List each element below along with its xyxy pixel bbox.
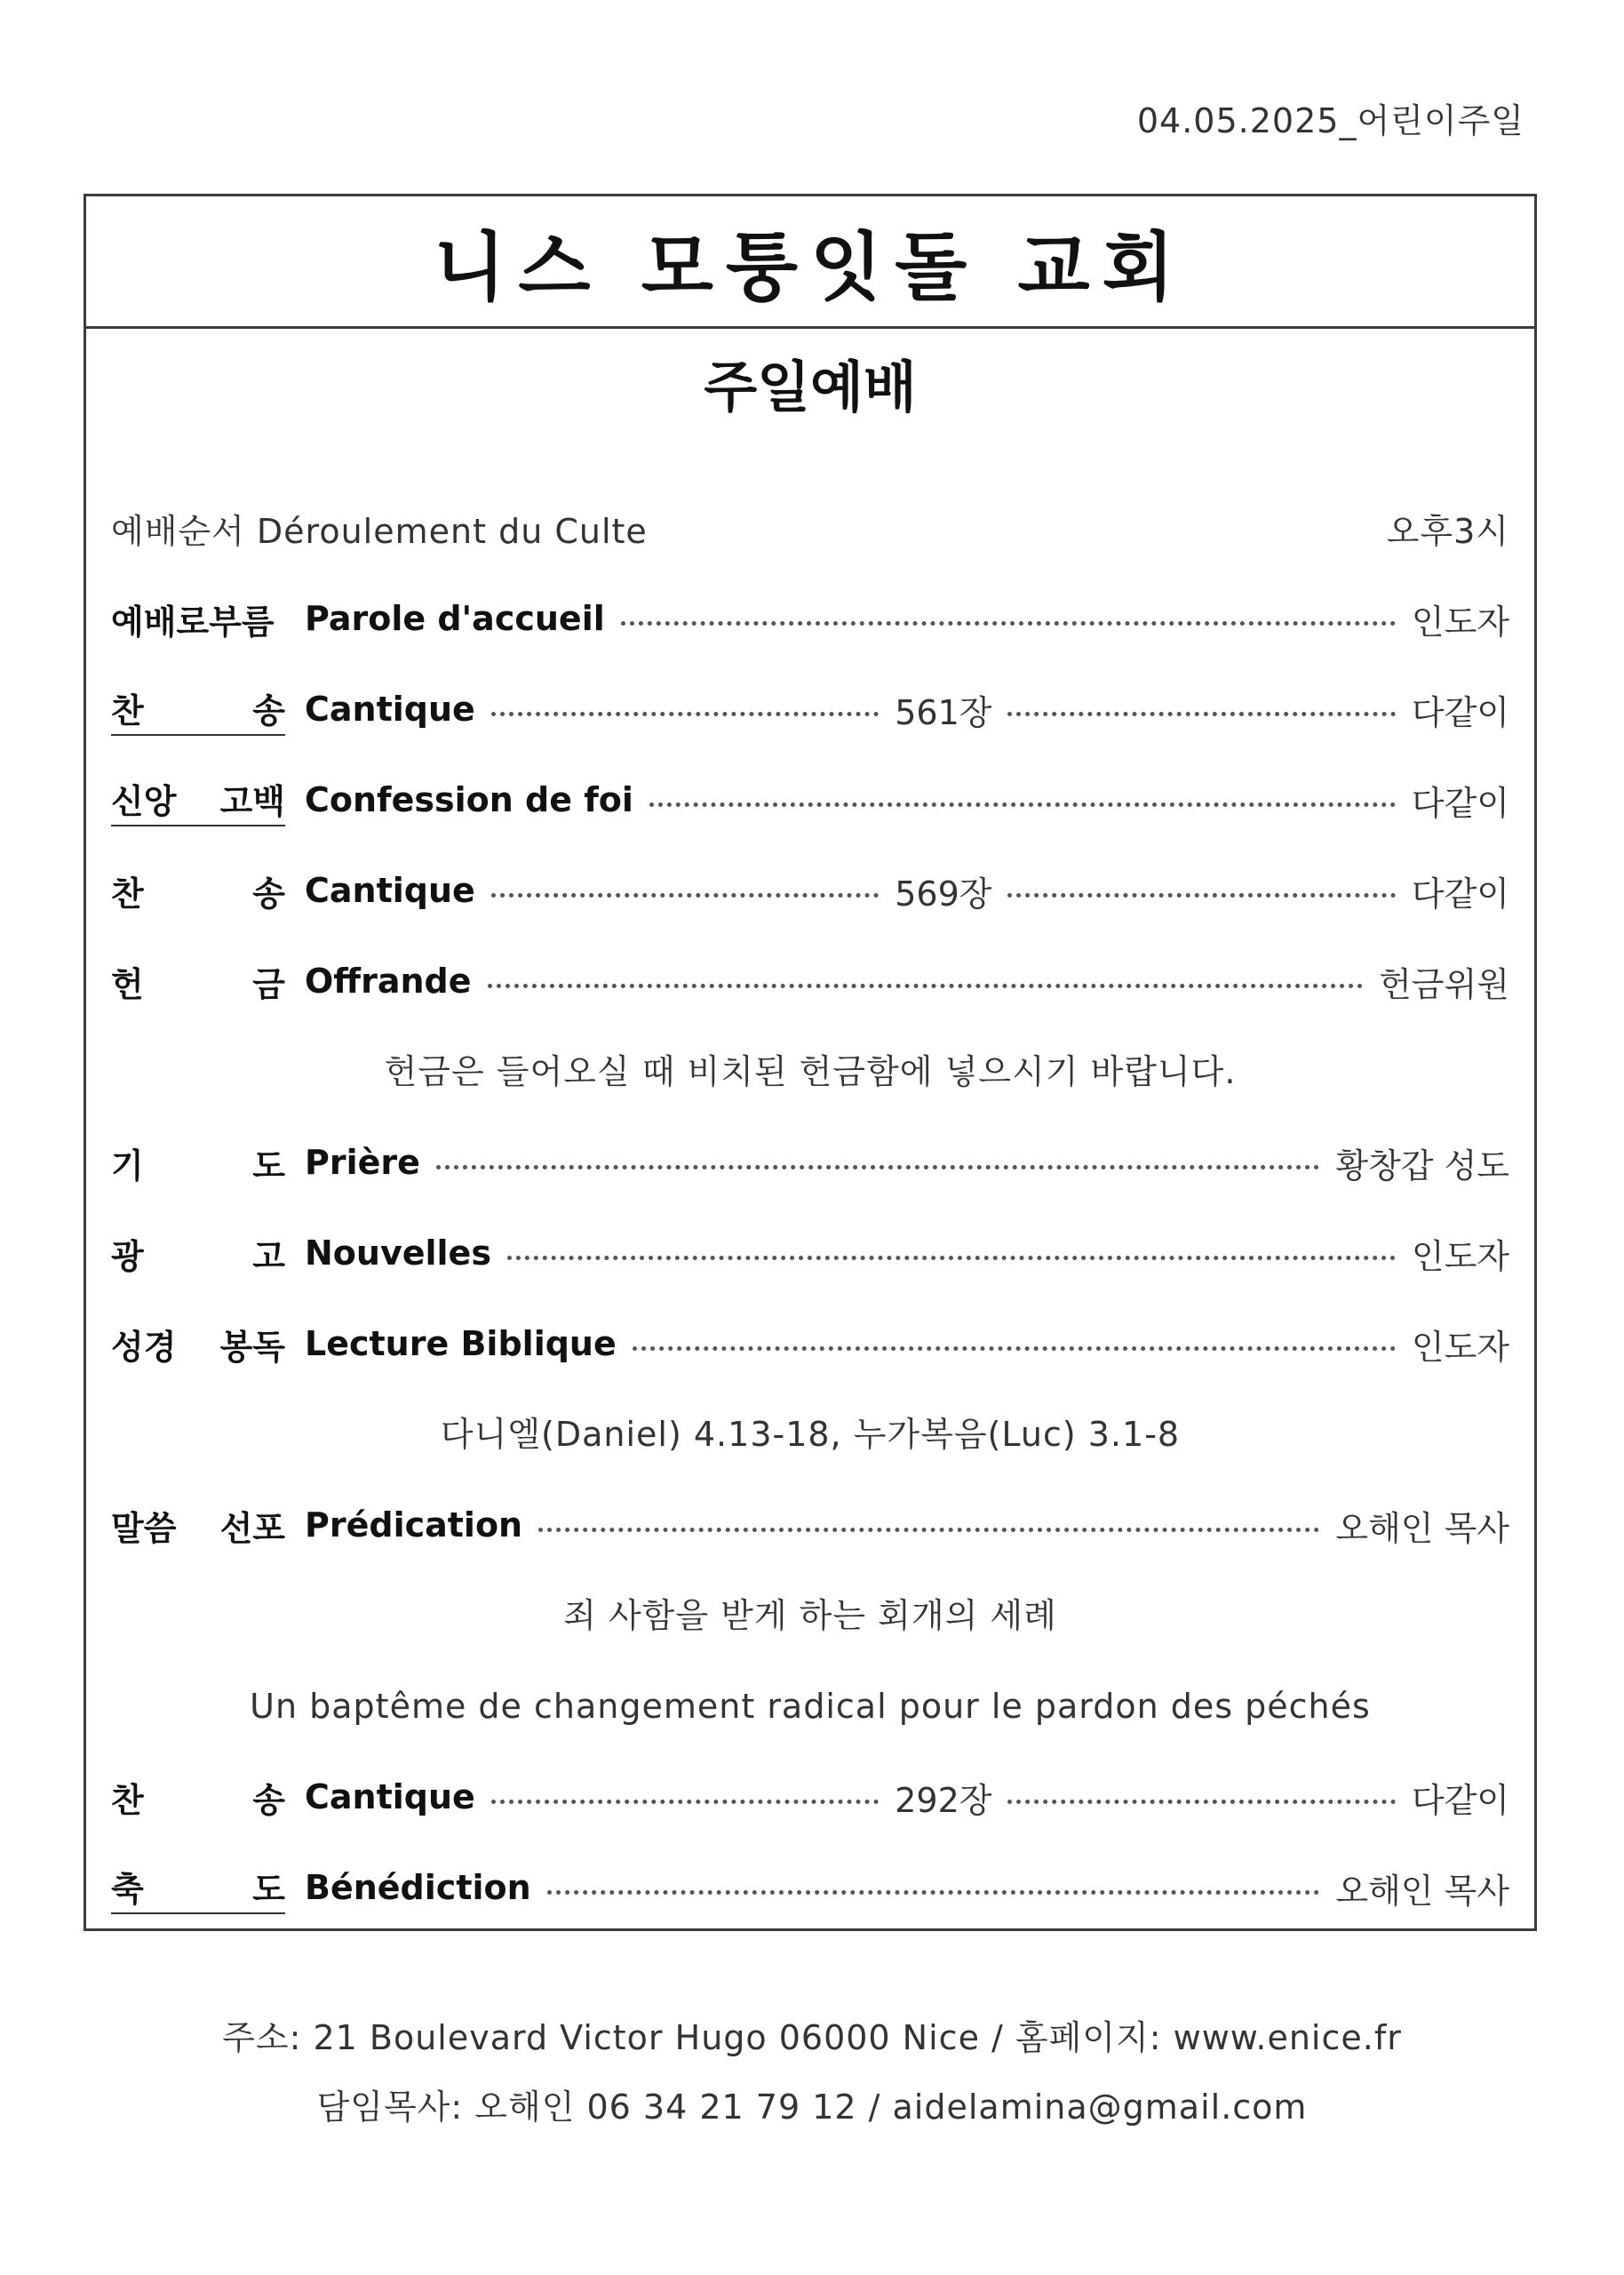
order-item-french: Parole d'accueil [305,599,605,638]
hymn-number: 292장 [895,1780,992,1820]
order-item-french: Nouvelles [305,1233,491,1273]
order-note: 헌금은 들어오실 때 비치된 헌금함에 넣으시기 바랍니다. [384,1052,1237,1091]
order-item-korean-left: 헌 [111,964,144,1004]
order-header-time: 오후3시 [1386,511,1509,551]
order-row [111,1480,1509,1570]
footer-contact: 담임목사: 오해인 06 34 21 79 12 / aidelamina@gmail.com [316,2087,1308,2127]
dot-leader [491,712,879,716]
dot-leader [633,1346,1396,1351]
order-item-french: Bénédiction [305,1868,531,1907]
dot-leader [649,802,1396,807]
order-row [111,1298,1509,1389]
order-item-french: Prière [305,1143,420,1182]
footer-address: 주소: 21 Boulevard Victor Hugo 06000 Nice / 홈페이지: www.enice.fr [222,2018,1402,2057]
order-item-leader: 다같이 [1411,874,1509,914]
order-note: Un baptême de changement radical pour le pardon des péchés [250,1687,1371,1726]
order-item-korean-right: 고백 [219,781,285,821]
dot-leader [1007,893,1395,898]
bulletin-frame [84,194,1537,1931]
order-item-korean [111,1773,285,1822]
dot-leader [491,1800,879,1804]
order-note: 다니엘(Daniel) 4.13-18, 누가복음(Luc) 3.1-8 [440,1415,1181,1454]
order-item-korean-left: 축 [111,1869,144,1909]
dot-leader [507,1256,1396,1260]
order-row [111,1842,1509,1933]
order-row [111,936,1509,1026]
order-row [111,845,1509,936]
order-item-french: Cantique [305,690,475,729]
order-list [111,573,1509,1933]
dot-leader [547,1890,1320,1895]
order-item-korean-left: 찬 [111,1780,144,1820]
order-item-korean-right: 봉독 [219,1327,285,1367]
order-header [111,483,1509,573]
order-item-korean [111,1138,285,1187]
order-item-korean-right: 도 [252,1145,285,1185]
order-item-korean-right: 송 [252,874,285,914]
order-row [111,754,1509,845]
order-item-korean-left: 찬 [111,874,144,914]
order-item-korean [111,595,285,643]
order-item-korean [111,866,285,915]
order-item-korean-right: 도 [252,1869,285,1909]
order-item-leader: 오해인 목사 [1335,1871,1509,1911]
order-item-korean [111,683,285,736]
order-item-french: Lecture Biblique [305,1324,617,1363]
dot-leader [621,621,1396,626]
order-row [111,1752,1509,1842]
order-item-french: Prédication [305,1505,523,1545]
order-item-korean-right: 금 [252,964,285,1004]
date-tag: 04.05.2025_어린이주일 [1136,101,1524,140]
order-item-french: Confession de foi [305,780,633,819]
dot-leader [538,1528,1319,1532]
order-item-leader: 인도자 [1411,1327,1509,1367]
order-item-french: Cantique [305,1777,475,1816]
order-item-leader: 다같이 [1411,1780,1509,1820]
order-note: 죄 사함을 받게 하는 회개의 세례 [563,1596,1057,1635]
order-row [111,664,1509,754]
order-item-korean [111,1229,285,1278]
dot-leader [1007,1800,1395,1804]
order-item-leader: 인도자 [1411,602,1509,642]
order-item-korean-right: 고 [252,1236,285,1276]
order-item-korean-right: 선포 [219,1508,285,1548]
dot-leader [1007,712,1395,716]
order-row [111,573,1509,664]
order-item-korean-left: 말씀 [111,1508,177,1548]
order-item-korean-left: 예배로부름 [111,602,275,642]
order-item-leader: 다같이 [1411,692,1509,732]
order-item-leader: 다같이 [1411,783,1509,823]
order-item-korean-left: 찬 [111,690,144,730]
dot-leader [436,1165,1319,1169]
hymn-number: 561장 [895,692,992,732]
order-item-korean [111,774,285,826]
order-item-leader: 오해인 목사 [1335,1508,1509,1548]
order-item-french: Offrande [305,962,472,1001]
order-header-label: 예배순서 Déroulement du Culte [111,511,648,551]
dot-leader [491,893,879,898]
service-title: 주일예배 [704,355,917,419]
order-item-korean [111,1320,285,1369]
order-item-korean [111,957,285,1006]
church-name: 니스 모퉁잇돌 교회 [86,196,1534,329]
order-item-korean-left: 기 [111,1145,144,1185]
order-item-korean [111,1862,285,1914]
order-item-leader: 황창갑 성도 [1335,1145,1509,1185]
order-row [111,1208,1509,1298]
order-item-korean-left: 성경 [111,1327,177,1367]
order-item-korean-right: 송 [252,690,285,730]
order-item-korean-left: 신앙 [111,781,177,821]
order-item-leader: 헌금위원 [1379,964,1509,1004]
order-row [111,1117,1509,1208]
order-item-leader: 인도자 [1411,1236,1509,1276]
order-item-french: Cantique [305,871,475,910]
hymn-number: 569장 [895,874,992,914]
order-item-korean [111,1501,285,1550]
dot-leader [488,984,1364,988]
order-item-korean-right: 송 [252,1780,285,1820]
order-item-korean-left: 광 [111,1236,144,1276]
